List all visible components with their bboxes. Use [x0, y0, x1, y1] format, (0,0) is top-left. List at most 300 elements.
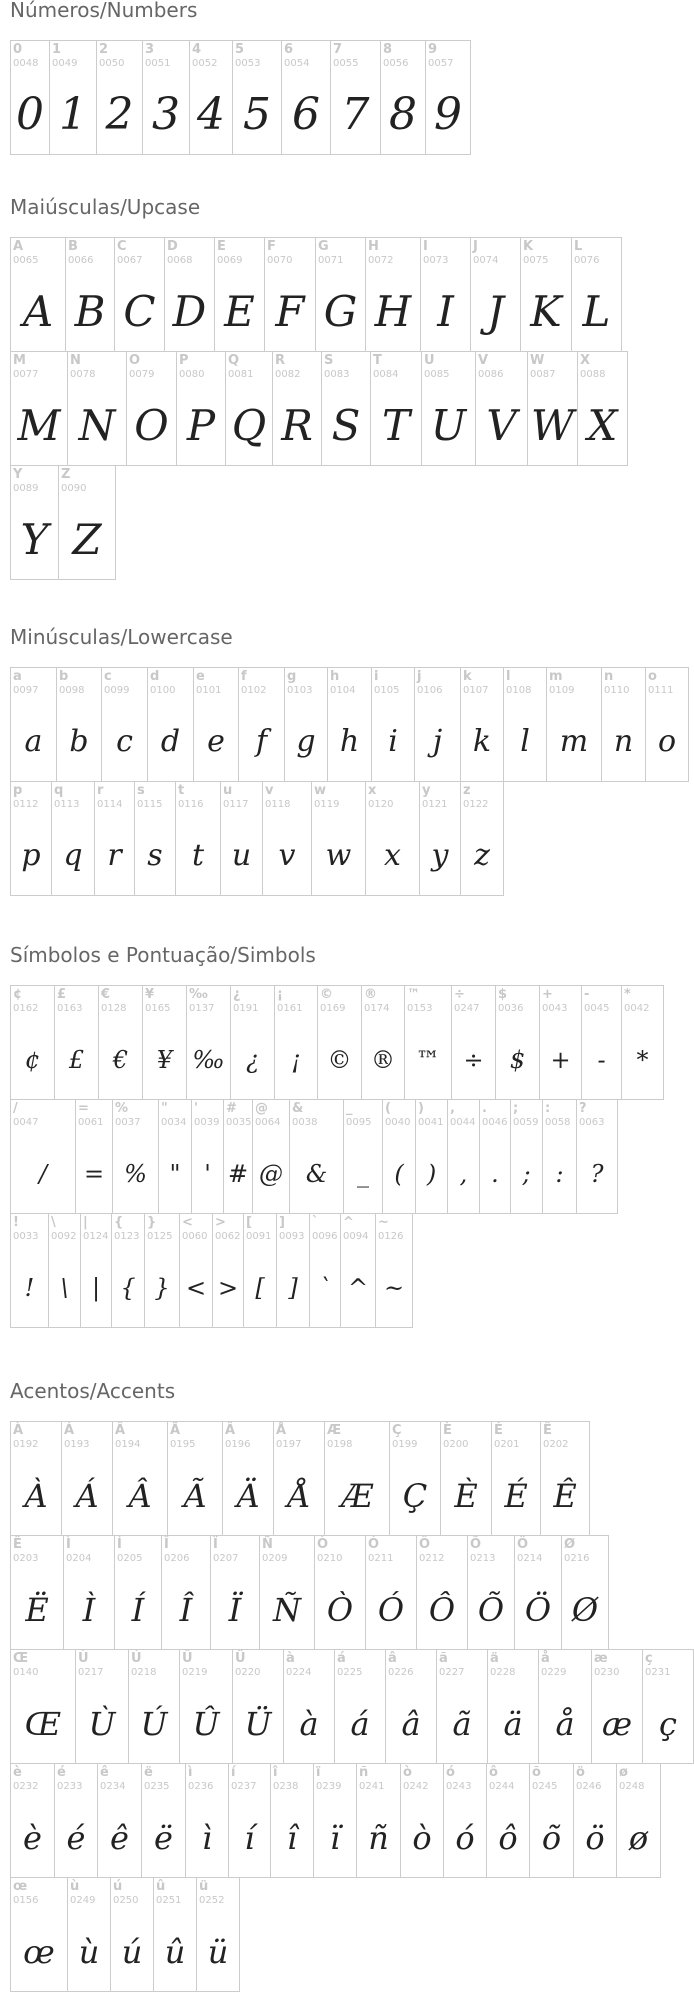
glyph-cell — [238, 667, 285, 782]
glyph-code-label: 0124 — [83, 1231, 109, 1242]
glyph-sample: € — [112, 1045, 129, 1074]
section-title: Maiúsculas/Upcase — [10, 195, 201, 219]
glyph-sample: 9 — [434, 89, 462, 140]
section-title: Símbolos e Pontuação/Simbols — [10, 943, 316, 967]
glyph-code-label: 0082 — [275, 369, 301, 380]
glyph-code-label: 0107 — [463, 685, 489, 696]
glyph-cell — [365, 1535, 417, 1650]
glyph-sample: ö — [585, 1818, 605, 1857]
glyph-sample: t — [191, 838, 205, 873]
glyph-code-label: 0213 — [470, 1553, 496, 1564]
glyph-cell — [114, 237, 165, 352]
glyph-cell — [10, 1877, 68, 1992]
glyph-code-label: 0210 — [317, 1553, 343, 1564]
glyph-sample: A — [22, 287, 54, 336]
glyph-sample: : — [555, 1159, 564, 1188]
glyph-cell — [642, 1649, 694, 1764]
glyph-code-label: 0120 — [368, 799, 394, 810]
glyph-code-label: 0035 — [226, 1117, 252, 1128]
glyph-row — [10, 351, 628, 466]
glyph-char-label: O — [129, 353, 141, 368]
glyph-cell — [514, 1535, 562, 1650]
glyph-char-label: É — [494, 1423, 503, 1438]
glyph-char-label: ù — [70, 1879, 80, 1894]
glyph-cell — [470, 237, 521, 352]
glyph-sample: l — [520, 724, 530, 759]
glyph-cell — [10, 781, 52, 896]
glyph-sample: [ — [255, 1273, 265, 1302]
glyph-code-label: 0056 — [383, 58, 409, 69]
glyph-cell — [546, 667, 602, 782]
glyph-code-label: 0229 — [541, 1667, 567, 1678]
glyph-code-label: 0053 — [235, 58, 261, 69]
glyph-code-label: 0036 — [498, 1003, 524, 1014]
glyph-cell — [144, 1213, 180, 1328]
glyph-code-label: 0122 — [463, 799, 489, 810]
glyph-code-label: 0050 — [99, 58, 125, 69]
glyph-sample: £ — [68, 1045, 85, 1074]
glyph-cell — [153, 1877, 197, 1992]
glyph-cell — [189, 40, 233, 155]
glyph-char-label: v — [265, 783, 274, 798]
glyph-code-label: 0099 — [104, 685, 130, 696]
glyph-sample: ! — [24, 1273, 35, 1302]
glyph-code-label: 0153 — [407, 1003, 433, 1014]
glyph-code-label: 0230 — [594, 1667, 620, 1678]
glyph-cell — [252, 1099, 290, 1214]
glyph-char-label: Ì — [66, 1537, 71, 1552]
glyph-code-label: 0038 — [292, 1117, 318, 1128]
glyph-char-label: Z — [61, 467, 71, 482]
glyph-sample: ç — [659, 1704, 677, 1743]
glyph-row — [10, 1763, 694, 1878]
glyph-code-label: 0225 — [337, 1667, 363, 1678]
glyph-sample: I — [437, 287, 454, 336]
glyph-code-label: 0241 — [359, 1781, 385, 1792]
glyph-char-label: a — [13, 669, 22, 684]
glyph-cell — [101, 667, 148, 782]
glyph-cell — [486, 1763, 530, 1878]
glyph-cell — [276, 1213, 310, 1328]
glyph-code-label: 0095 — [346, 1117, 372, 1128]
glyph-sample: x — [384, 838, 401, 873]
glyph-cell — [385, 1649, 437, 1764]
glyph-char-label: ^ — [343, 1215, 354, 1230]
glyph-char-label: F — [267, 239, 276, 254]
glyph-code-label: 0214 — [517, 1553, 543, 1564]
glyph-sample: å — [555, 1704, 575, 1743]
glyph-sample: L — [582, 287, 611, 336]
glyph-char-label: r — [97, 783, 104, 798]
glyph-cell — [210, 1535, 260, 1650]
glyph-sample: ; — [522, 1159, 531, 1188]
glyph-sample: $ — [509, 1045, 526, 1074]
glyph-char-label: ? — [579, 1101, 587, 1116]
glyph-char-label: ~ — [378, 1215, 389, 1230]
glyph-sample: _ — [357, 1159, 369, 1188]
glyph-row — [10, 1649, 694, 1764]
glyph-code-label: 0191 — [233, 1003, 259, 1014]
glyph-sample: Û — [192, 1704, 220, 1743]
glyph-code-label: 0061 — [78, 1117, 104, 1128]
glyph-sample: g — [296, 724, 316, 759]
glyph-code-label: 0216 — [564, 1553, 590, 1564]
glyph-cell — [112, 1099, 159, 1214]
glyph-cell — [561, 1535, 609, 1650]
glyph-char-label: n — [604, 669, 614, 684]
glyph-char-label: À — [13, 1423, 24, 1438]
glyph-code-label: 0098 — [59, 685, 85, 696]
glyph-char-label: Ö — [517, 1537, 529, 1552]
glyph-sample: Õ — [477, 1590, 505, 1629]
glyph-cell — [538, 1649, 592, 1764]
glyph-sample: ¥ — [156, 1045, 173, 1074]
glyph-sample: \ — [60, 1273, 69, 1302]
glyph-char-label: V — [478, 353, 489, 368]
glyph-code-label: 0072 — [368, 255, 394, 266]
glyph-code-label: 0106 — [417, 685, 443, 696]
glyph-cell — [361, 985, 405, 1100]
glyph-code-label: 0097 — [13, 685, 39, 696]
glyph-code-label: 0109 — [549, 685, 575, 696]
glyph-char-label: ö — [576, 1765, 585, 1780]
glyph-sample: ä — [503, 1704, 523, 1743]
glyph-char-label: 6 — [284, 42, 294, 57]
glyph-char-label: Ù — [78, 1651, 89, 1666]
glyph-char-label: ó — [446, 1765, 455, 1780]
glyph-cell — [616, 1763, 661, 1878]
glyph-sample: h — [339, 724, 360, 759]
glyph-sample: = — [83, 1159, 105, 1188]
glyph-code-label: 0081 — [228, 369, 254, 380]
glyph-code-label: 0062 — [215, 1231, 241, 1242]
glyph-cell — [262, 781, 312, 896]
glyph-char-label: x — [368, 783, 377, 798]
glyph-char-label: : — [545, 1101, 551, 1116]
glyph-code-label: 0092 — [51, 1231, 77, 1242]
glyph-sample: ^ — [347, 1273, 369, 1302]
glyph-sample: 0 — [16, 89, 44, 140]
glyph-char-label: ¡ — [277, 987, 283, 1002]
glyph-cell — [479, 1099, 511, 1214]
glyph-char-label: o — [648, 669, 657, 684]
glyph-code-label: 0110 — [604, 685, 630, 696]
glyph-sample: Ô — [428, 1590, 456, 1629]
glyph-char-label: i — [374, 669, 379, 684]
glyph-cell — [63, 1535, 115, 1650]
glyph-sample: ì — [201, 1818, 213, 1857]
glyph-cell — [65, 237, 115, 352]
glyph-char-label: & — [292, 1101, 304, 1116]
glyph-grid — [10, 667, 689, 896]
glyph-sample: â — [401, 1704, 421, 1743]
glyph-cell — [491, 1421, 541, 1536]
glyph-cell — [176, 351, 226, 466]
glyph-cell — [67, 1877, 111, 1992]
glyph-char-label: Ñ — [262, 1537, 273, 1552]
glyph-char-label: M — [13, 353, 26, 368]
glyph-char-label: ì — [188, 1765, 193, 1780]
glyph-char-label: < — [182, 1215, 193, 1230]
glyph-sample: © — [327, 1045, 352, 1074]
glyph-char-label: Æ — [327, 1423, 342, 1438]
glyph-cell — [75, 1649, 129, 1764]
glyph-char-label: J — [473, 239, 478, 254]
glyph-char-label: $ — [498, 987, 508, 1002]
glyph-code-label: 0091 — [246, 1231, 272, 1242]
glyph-sample: H — [374, 287, 412, 336]
glyph-cell — [451, 985, 496, 1100]
glyph-cell — [467, 1535, 515, 1650]
glyph-sample: + — [550, 1045, 571, 1074]
glyph-cell — [529, 1763, 574, 1878]
glyph-code-label: 0212 — [419, 1553, 445, 1564]
glyph-sample: r — [107, 838, 122, 873]
glyph-cell — [225, 351, 273, 466]
glyph-row — [10, 1099, 664, 1214]
glyph-cell — [414, 667, 461, 782]
glyph-cell — [142, 40, 190, 155]
glyph-cell — [527, 351, 578, 466]
glyph-code-label: 0252 — [199, 1895, 225, 1906]
glyph-sample: Q — [231, 401, 267, 450]
glyph-cell — [114, 1535, 162, 1650]
glyph-char-label: Ê — [543, 1423, 552, 1438]
glyph-code-label: 0079 — [129, 369, 155, 380]
glyph-code-label: 0116 — [178, 799, 204, 810]
glyph-cell — [142, 985, 187, 1100]
glyph-cell — [214, 237, 265, 352]
glyph-char-label: Ó — [368, 1537, 380, 1552]
glyph-cell — [158, 1099, 192, 1214]
glyph-code-label: 0162 — [13, 1003, 39, 1014]
glyph-cell — [51, 781, 95, 896]
glyph-sample: ® — [371, 1045, 395, 1074]
glyph-char-label: ) — [418, 1101, 424, 1116]
glyph-code-label: 0163 — [57, 1003, 83, 1014]
glyph-char-label: ø — [619, 1765, 628, 1780]
glyph-sample: R — [281, 401, 313, 450]
glyph-cell — [371, 667, 415, 782]
glyph-cell — [147, 667, 194, 782]
glyph-code-label: 0236 — [188, 1781, 214, 1792]
glyph-char-label: 7 — [333, 42, 343, 57]
glyph-char-label: m — [549, 669, 563, 684]
glyph-char-label: è — [13, 1765, 22, 1780]
glyph-cell — [317, 985, 362, 1100]
glyph-char-label: Ç — [392, 1423, 402, 1438]
glyph-cell — [58, 465, 116, 580]
glyph-code-label: 0070 — [267, 255, 293, 266]
glyph-char-label: Î — [164, 1537, 169, 1552]
glyph-code-label: 0244 — [489, 1781, 515, 1792]
glyph-sample: N — [78, 401, 116, 450]
glyph-code-label: 0161 — [277, 1003, 303, 1014]
glyph-code-label: 0169 — [320, 1003, 346, 1014]
glyph-char-label: Y — [13, 467, 23, 482]
glyph-code-label: 0193 — [64, 1439, 90, 1450]
glyph-cell — [128, 1649, 180, 1764]
glyph-char-label: l — [506, 669, 511, 684]
glyph-char-label: ü — [199, 1879, 209, 1894]
glyph-code-label: 0084 — [373, 369, 399, 380]
glyph-sample: Ò — [326, 1590, 354, 1629]
glyph-sample: Ñ — [273, 1590, 301, 1629]
glyph-sample: û — [164, 1932, 186, 1971]
glyph-sample: ï — [329, 1818, 341, 1857]
glyph-code-label: 0246 — [576, 1781, 602, 1792]
glyph-code-label: 0066 — [68, 255, 94, 266]
glyph-cell — [185, 1763, 229, 1878]
glyph-char-label: + — [542, 987, 553, 1002]
glyph-cell — [573, 1763, 617, 1878]
glyph-code-label: 0125 — [147, 1231, 173, 1242]
glyph-cell — [272, 351, 322, 466]
glyph-cell — [324, 1421, 390, 1536]
glyph-char-label: W — [530, 353, 545, 368]
glyph-sample: j — [432, 724, 443, 759]
glyph-sample: Î — [179, 1590, 193, 1629]
glyph-sample: ~ — [383, 1273, 405, 1302]
glyph-sample: 5 — [243, 89, 271, 140]
glyph-code-label: 0250 — [113, 1895, 139, 1906]
glyph-cell — [443, 1763, 487, 1878]
glyph-code-label: 0055 — [333, 58, 359, 69]
glyph-cell — [273, 1421, 325, 1536]
glyph-cell — [419, 781, 461, 896]
glyph-cell — [510, 1099, 543, 1214]
glyph-cell — [67, 351, 127, 466]
glyph-cell — [243, 1213, 277, 1328]
glyph-code-label: 0054 — [284, 58, 310, 69]
glyph-char-label: Â — [115, 1423, 126, 1438]
glyph-sample: u — [231, 838, 252, 873]
glyph-cell — [400, 1763, 444, 1878]
glyph-code-label: 0199 — [392, 1439, 418, 1450]
glyph-char-label: ‰ — [189, 987, 208, 1002]
glyph-code-label: 0247 — [454, 1003, 480, 1014]
glyph-row — [10, 465, 628, 580]
glyph-cell — [375, 1213, 413, 1328]
glyph-code-label: 0114 — [97, 799, 123, 810]
glyph-char-label: | — [83, 1215, 88, 1230]
glyph-char-label: æ — [594, 1651, 608, 1666]
glyph-code-label: 0040 — [385, 1117, 411, 1128]
glyph-char-label: Ä — [225, 1423, 236, 1438]
glyph-char-label: 8 — [383, 42, 393, 57]
glyph-sample: q — [63, 838, 83, 873]
glyph-char-label: å — [541, 1651, 550, 1666]
glyph-cell — [48, 1213, 81, 1328]
glyph-code-label: 0045 — [584, 1003, 610, 1014]
glyph-sample: ( — [394, 1159, 404, 1188]
glyph-grid — [10, 985, 664, 1328]
glyph-code-label: 0119 — [314, 799, 340, 810]
glyph-code-label: 0126 — [378, 1231, 404, 1242]
glyph-sample: ¢ — [24, 1045, 41, 1074]
glyph-grid — [10, 1421, 694, 1992]
glyph-code-label: 0174 — [364, 1003, 390, 1014]
glyph-sample: ‰ — [192, 1045, 225, 1074]
glyph-char-label: _ — [346, 1101, 353, 1116]
glyph-sample: Ä — [236, 1476, 260, 1515]
glyph-char-label: G — [318, 239, 329, 254]
glyph-code-label: 0248 — [619, 1781, 645, 1792]
glyph-char-label: > — [215, 1215, 226, 1230]
glyph-sample: O — [134, 401, 169, 450]
glyph-code-label: 0034 — [161, 1117, 187, 1128]
glyph-cell — [415, 1099, 448, 1214]
glyph-char-label: ô — [489, 1765, 498, 1780]
glyph-cell — [264, 237, 316, 352]
glyph-char-label: z — [463, 783, 471, 798]
glyph-cell — [421, 351, 476, 466]
glyph-row — [10, 237, 628, 352]
glyph-sample: Â — [128, 1476, 152, 1515]
glyph-code-label: 0059 — [513, 1117, 539, 1128]
glyph-code-label: 0088 — [580, 369, 606, 380]
glyph-cell — [601, 667, 646, 782]
glyph-code-label: 0228 — [490, 1667, 516, 1678]
glyph-code-label: 0249 — [70, 1895, 96, 1906]
glyph-code-label: 0207 — [213, 1553, 239, 1564]
glyph-code-label: 0233 — [57, 1781, 83, 1792]
glyph-sample: Ù — [88, 1704, 116, 1743]
glyph-sample: 4 — [197, 89, 225, 140]
glyph-sample: Í — [131, 1590, 145, 1629]
glyph-cell — [186, 985, 231, 1100]
glyph-sample: ú — [121, 1932, 143, 1971]
glyph-sample: 2 — [105, 89, 134, 140]
glyph-cell — [270, 1763, 314, 1878]
glyph-sample: o — [657, 724, 677, 759]
glyph-char-label: { — [114, 1215, 124, 1230]
glyph-sample: 6 — [292, 89, 320, 140]
glyph-char-label: Ø — [564, 1537, 576, 1552]
glyph-char-label: ® — [364, 987, 377, 1002]
glyph-char-label: Ü — [235, 1651, 246, 1666]
glyph-code-label: 0117 — [223, 799, 249, 810]
glyph-cell — [175, 781, 221, 896]
glyph-code-label: 0205 — [117, 1553, 143, 1564]
glyph-cell — [232, 1649, 284, 1764]
glyph-sample: À — [24, 1476, 48, 1515]
glyph-code-label: 0140 — [13, 1667, 39, 1678]
glyph-code-label: 0060 — [182, 1231, 208, 1242]
glyph-sample: / — [38, 1159, 48, 1188]
glyph-char-label: ' — [194, 1101, 198, 1116]
glyph-sample: } — [154, 1273, 170, 1302]
glyph-code-label: 0198 — [327, 1439, 353, 1450]
glyph-sample: > — [217, 1273, 239, 1302]
glyph-code-label: 0077 — [13, 369, 39, 380]
glyph-char-label: S — [324, 353, 334, 368]
glyph-sample: à — [299, 1704, 319, 1743]
glyph-sample: Ì — [82, 1590, 96, 1629]
glyph-sample: C — [123, 287, 156, 336]
glyph-cell — [315, 237, 366, 352]
glyph-code-label: 0065 — [13, 255, 39, 266]
glyph-cell — [161, 1535, 211, 1650]
glyph-row — [10, 667, 689, 782]
glyph-char-label: j — [417, 669, 422, 684]
glyph-grid — [10, 40, 471, 155]
glyph-code-label: 0064 — [255, 1117, 281, 1128]
glyph-code-label: 0047 — [13, 1117, 39, 1128]
glyph-code-label: 0238 — [273, 1781, 299, 1792]
glyph-code-label: 0204 — [66, 1553, 92, 1564]
glyph-char-label: ! — [13, 1215, 19, 1230]
